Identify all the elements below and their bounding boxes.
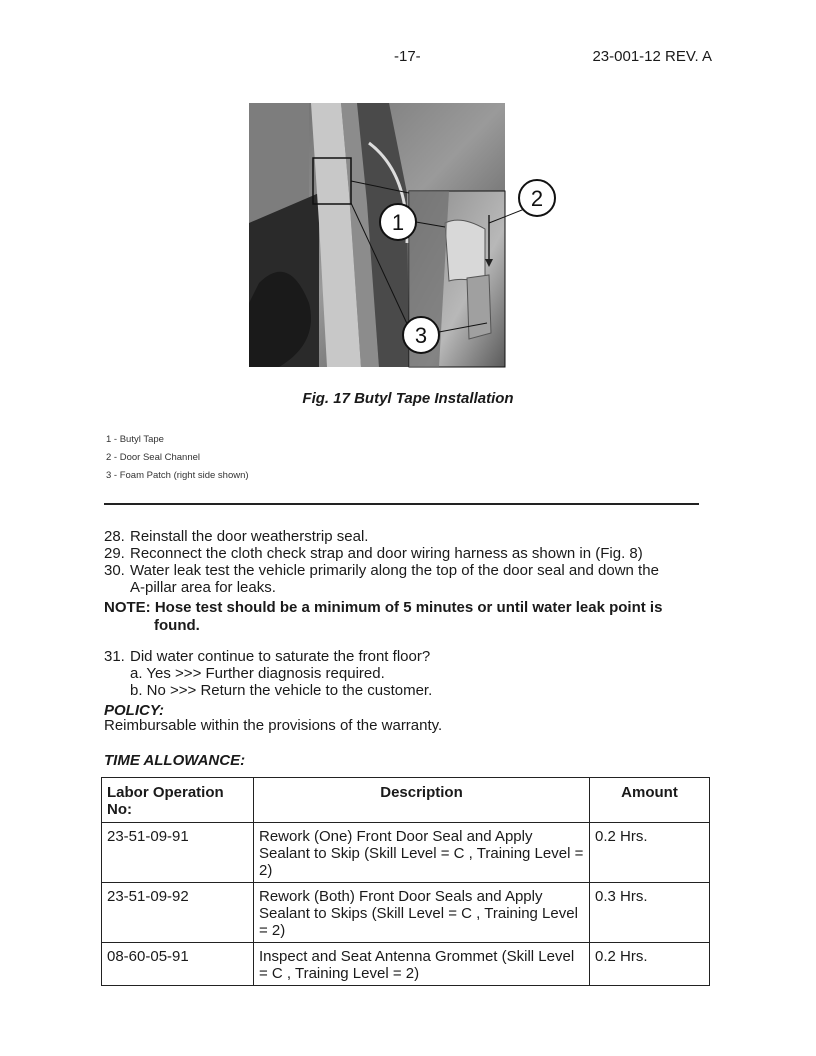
step-31 (104, 648, 704, 665)
step-31-option-a: a. Yes >>> Further diagnosis required. (130, 665, 385, 682)
step-31-option-b: b. No >>> Return the vehicle to the customer. (130, 682, 433, 699)
table-row (102, 823, 710, 883)
legend-item: 1 - Butyl Tape (106, 434, 164, 445)
time-allowance-table (101, 777, 710, 986)
amount-cell: 0.2 Hrs. (590, 943, 710, 986)
note-line-2: found. (154, 617, 200, 634)
legend-item: 2 - Door Seal Channel (106, 452, 200, 463)
description-cell: Rework (Both) Front Door Seals and Apply Sealant to Skips (Skill Level = C , Training Level = 2) (254, 883, 590, 943)
note (104, 599, 704, 635)
step-text-continued: A-pillar area for leaks. (130, 579, 276, 596)
step-text: Reinstall the door weatherstrip seal. (130, 528, 369, 545)
figure-photo (249, 103, 544, 367)
figure-caption: Fig. 17 Butyl Tape Installation (302, 390, 514, 407)
step-number: 31. (104, 648, 125, 665)
step-number: 29. (104, 545, 125, 562)
butyl-tape-photo (249, 103, 544, 367)
policy-text: Reimbursable within the provisions of the warranty. (104, 717, 443, 734)
column-header-labor-op: Labor Operation No: (102, 778, 254, 823)
table-header-row (102, 778, 710, 823)
step-text: Did water continue to saturate the front floor? (130, 648, 431, 665)
amount-cell: 0.3 Hrs. (590, 883, 710, 943)
step-28 (104, 528, 704, 545)
time-allowance-heading: TIME ALLOWANCE: (104, 752, 246, 769)
callout-2-label: 2 (530, 186, 544, 211)
step-text: Water leak test the vehicle primarily along the top of the door seal and down the (130, 562, 659, 579)
policy-heading: POLICY: (104, 702, 165, 719)
table-row (102, 883, 710, 943)
legend-item: 3 - Foam Patch (right side shown) (106, 470, 249, 481)
column-header-amount: Amount (590, 778, 710, 823)
note-line-1: NOTE: Hose test should be a minimum of 5 minutes or until water leak point is (104, 599, 663, 616)
step-30 (104, 562, 704, 596)
step-number: 30. (104, 562, 125, 579)
callout-3-label: 3 (414, 323, 428, 348)
labor-op-cell: 23-51-09-91 (102, 823, 254, 883)
table-row (102, 943, 710, 986)
callout-1-label: 1 (391, 210, 405, 235)
section-divider (104, 503, 699, 505)
amount-cell: 0.2 Hrs. (590, 823, 710, 883)
column-header-description: Description (254, 778, 590, 823)
document-id: 23-001-12 REV. A (592, 48, 712, 65)
step-29 (104, 545, 704, 562)
description-cell: Rework (One) Front Door Seal and Apply Sealant to Skip (Skill Level = C , Training Level = 2) (254, 823, 590, 883)
description-cell: Inspect and Seat Antenna Grommet (Skill Level = C , Training Level = 2) (254, 943, 590, 986)
labor-op-cell: 08-60-05-91 (102, 943, 254, 986)
step-number: 28. (104, 528, 125, 545)
step-text: Reconnect the cloth check strap and door wiring harness as shown in (Fig. 8) (130, 545, 643, 562)
page-number: -17- (394, 48, 421, 65)
labor-op-cell: 23-51-09-92 (102, 883, 254, 943)
